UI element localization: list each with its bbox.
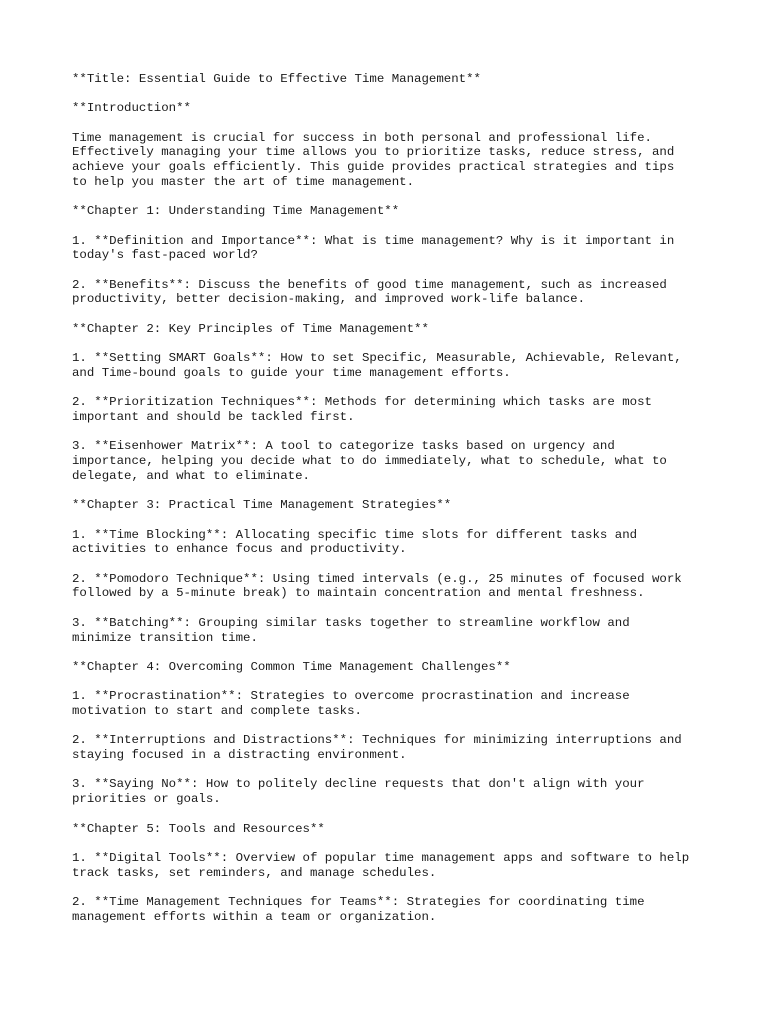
- chapter-2-item-3: 3. **Eisenhower Matrix**: A tool to categorize tasks based on urgency and importance, helping you decide what to do immediately, what to schedule, what to delegate, and what to eliminate.: [72, 439, 667, 483]
- chapter-3-item-3: 3. **Batching**: Grouping similar tasks together to streamline workflow and minimize transition time.: [72, 615, 630, 645]
- chapter-4-item-3: 3. **Saying No**: How to politely decline requests that don't align with your priorities or goals.: [72, 777, 645, 807]
- introduction-text: Time management is crucial for success in both personal and professional life. Effectively managing your time allows you to prioritize tasks, reduce stress, and achieve your goals efficiently. This guide provides practical strategies and tips to help you master the art of time management.: [72, 130, 675, 189]
- chapter-3-heading: **Chapter 3: Practical Time Management Strategies**: [72, 498, 452, 513]
- document-page: [72, 72, 712, 939]
- chapter-3-item-2: 2. **Pomodoro Technique**: Using timed intervals (e.g., 25 minutes of focused work followed by a 5-minute break) to maintain concentration and mental freshness.: [72, 571, 682, 601]
- chapter-2-heading: **Chapter 2: Key Principles of Time Management**: [72, 321, 429, 336]
- chapter-1-item-1: 1. **Definition and Importance**: What is time management? Why is it important in today's fast-paced world?: [72, 233, 675, 263]
- introduction-heading: **Introduction**: [72, 101, 191, 116]
- chapter-1-heading: **Chapter 1: Understanding Time Management**: [72, 204, 400, 219]
- chapter-2-item-2: 2. **Prioritization Techniques**: Methods for determining which tasks are most important and should be tackled first.: [72, 395, 652, 425]
- chapter-5-heading: **Chapter 5: Tools and Resources**: [72, 821, 325, 836]
- chapter-5-item-2: 2. **Time Management Techniques for Teams**: Strategies for coordinating time management efforts within a team or organization.: [72, 895, 645, 924]
- chapter-2-item-1: 1. **Setting SMART Goals**: How to set Specific, Measurable, Achievable, Relevant, and Time-bound goals to guide your time management efforts.: [72, 351, 682, 380]
- chapter-3-item-1: 1. **Time Blocking**: Allocating specific time slots for different tasks and activities to enhance focus and productivity.: [72, 527, 638, 557]
- chapter-5-item-1: 1. **Digital Tools**: Overview of popular time management apps and software to help track tasks, set reminders, and manage schedules.: [72, 850, 690, 880]
- chapter-1-item-2: 2. **Benefits**: Discuss the benefits of good time management, such as increased productivity, better decision-making, and improved work-life balance.: [72, 277, 667, 307]
- chapter-4-item-2: 2. **Interruptions and Distractions**: Techniques for minimizing interruptions and staying focused in a distracting environment.: [72, 733, 682, 763]
- chapter-4-heading: **Chapter 4: Overcoming Common Time Management Challenges**: [72, 659, 511, 674]
- chapter-4-item-1: 1. **Procrastination**: Strategies to overcome procrastination and increase motivation to start and complete tasks.: [72, 689, 630, 718]
- document-title: **Title: Essential Guide to Effective Time Management**: [72, 72, 481, 86]
